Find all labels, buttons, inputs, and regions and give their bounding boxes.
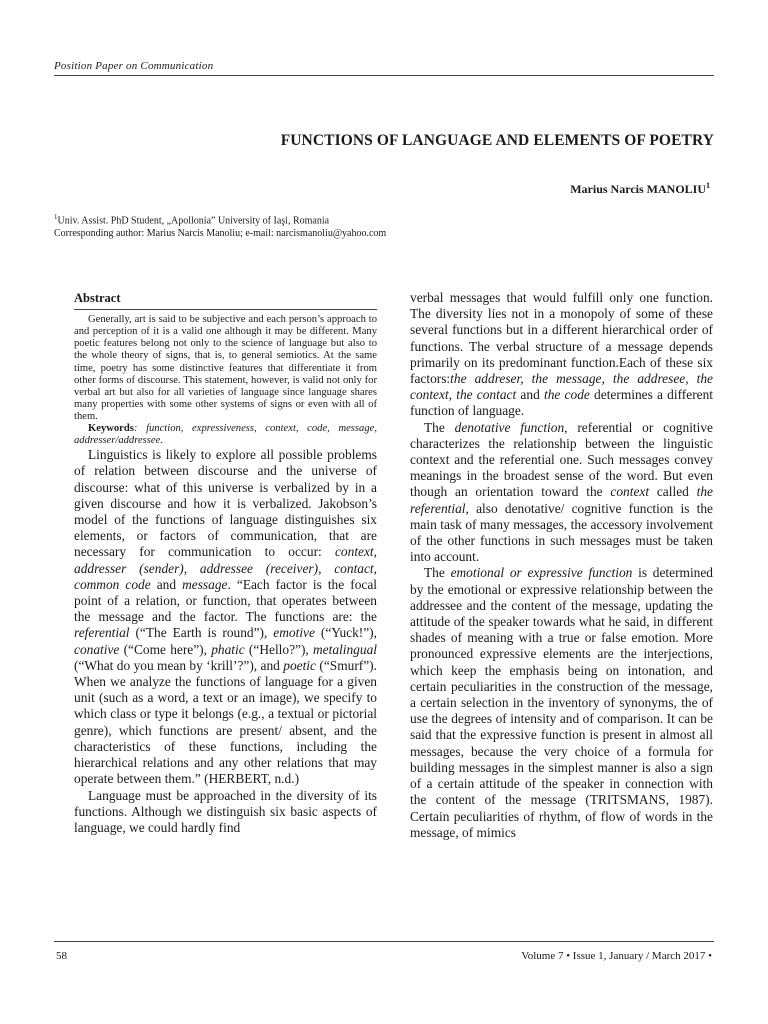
keywords: Keywords: function, expressiveness, context, code, message, addresser/addressee.	[74, 423, 377, 447]
running-head: Position Paper on Communication	[54, 60, 214, 72]
right-column	[410, 290, 713, 841]
author-name: Marius Narcis MANOLIU$^1$	[570, 181, 710, 196]
corresponding-author: Corresponding author: Marius Narcis Manoliu; e-mail: narcismanoliu@yahoo.com	[54, 227, 387, 239]
top-rule	[54, 75, 714, 76]
page-number: 58	[56, 950, 67, 962]
abstract-body: Generally, art is said to be subjective and each person’s approach to and perception of it is a valid one although it may be different. Many poetic features belong not only to the science of language but also to the whole theory of signs, that is, to general semiotics. At the same time, poetry has some distinctive features that differentiate it from other forms of discourse. This statement, however, is valid not only for verbal art but also for all varieties of language since language shares many properties with some other systems of signs or even with all of them.	[74, 314, 377, 422]
body-paragraph: Linguistics is likely to explore all possible problems of relation between discourse and the universe of discourse: what of this universe is verbalized by in a given discourse and how it is verbalized. Jakobson’s model of the functions of language distinguishes six elements, or factors of communication, that are necessary for communication to occur: context, addresser (sender), addressee (receiver), contact, common code and message. “Each factor is the focal point of a relation, or function, that operates between the message and the factor. The functions are: the referential (“The Earth is round”), emotive (“Yuck!”), conative (“Come here”), phatic (“Hello?”), metalingual (“What do you mean by ‘krill’?”), and poetic (“Smurf”). When we analyze the functions of language for a given unit (such as a word, a text or an image), we specify to which class or type it belongs (e.g., a textual or pictorial genre), which functions are present/ absent, and the characteristics of these functions, including the hierarchical relations and any other relations that may operate between them.” (HERBERT, n.d.)	[74, 447, 377, 787]
bottom-rule	[54, 941, 714, 942]
volume-info: Volume 7 • Issue 1, January / March 2017 •	[521, 950, 712, 962]
body-paragraph: The emotional or expressive function is determined by the emotional or expressive relationship between the addressee and the content of the message, updating the attitude of the speaker towards what he said, in different shades of meaning with a true or false emotion. More pronounced expressive elements are the interjections, which keep the emphasis being on intonation, and certain peculiarities in the construction of the message, a certain selection in the inventory of synonyms, the of use the degrees of intensity and of comparison. It can be said that the expressive function is present in almost all messages, because the very choice of a formula for building messages in the simplest manner is also a sign of a certain attitude of the speaker in connection with the content of the message (TRITSMANS, 1987). Certain peculiarities of rhythm, of flow of words in the message, of mimics	[410, 565, 713, 840]
body-paragraph: verbal messages that would fulfill only one function. The diversity lies not in a monopoly of some of these several functions but in a different hierarchical order of functions. The verbal structure of a message depends primarily on its predominant function.Each of these six factors:the addreser, the message, the addresee, the context, the contact and the code determines a different function of language.	[410, 290, 714, 419]
body-paragraph: Language must be approached in the diversity of its functions. Although we distinguish six basic aspects of language, we could hardly find	[74, 787, 377, 835]
affiliation-line: $^1$Univ. Assist. PhD Student, „Apollonia” University of Iaşi, Romania	[54, 213, 330, 227]
body-paragraph: The denotative function, referential or cognitive characterizes the relationship between the linguistic context and the referential one. Such messages convey meanings in the broadest sense of the word. But even though an orientation toward the context called the referential, also denotative/ cognitive function is the main task of many messages, the accessory involvement of the other functions in such messages must be taken into account.	[410, 419, 713, 565]
abstract-heading: Abstract	[74, 290, 377, 310]
affiliation	[54, 211, 386, 240]
article-title: FUNCTIONS OF LANGUAGE AND ELEMENTS OF POETRY	[280, 132, 714, 149]
left-column	[74, 290, 377, 836]
